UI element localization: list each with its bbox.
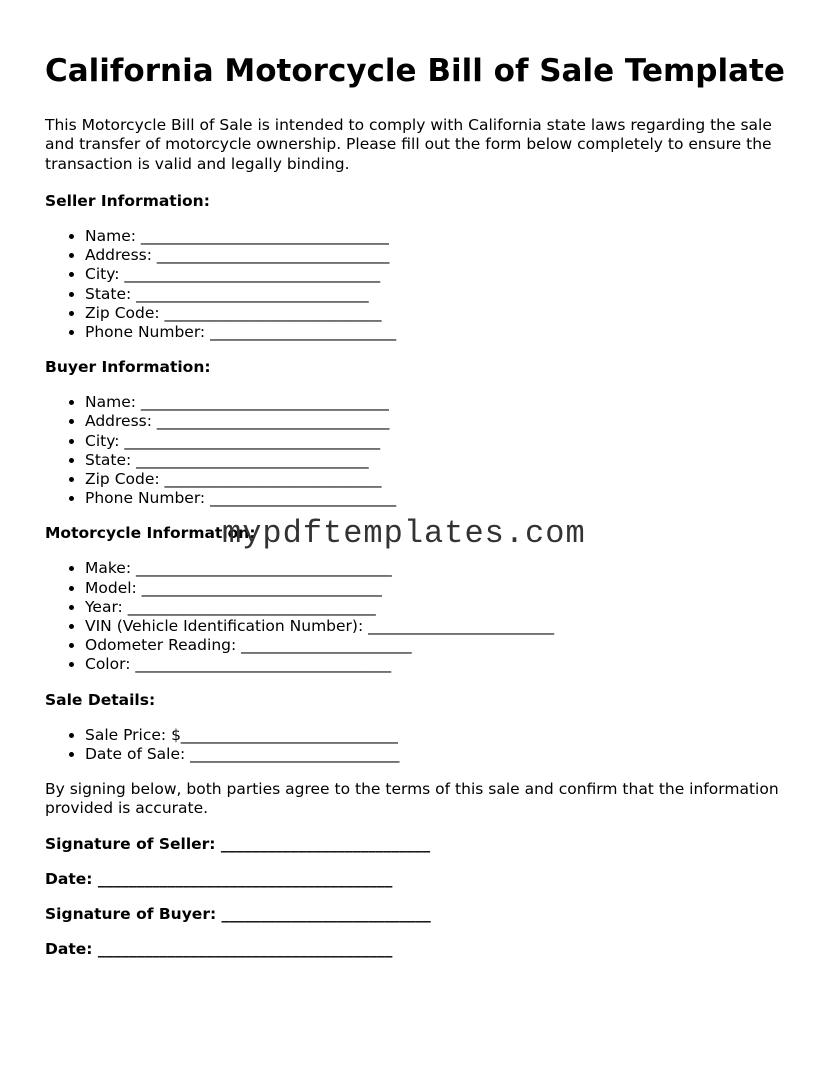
sale-field-list xyxy=(45,726,785,764)
seller-city-field: • City: _________________________________ xyxy=(85,265,785,284)
seller-zip-field: • Zip Code: ____________________________ xyxy=(85,304,785,323)
sale-heading: Sale Details: xyxy=(45,690,156,709)
seller-address-field: • Address: ______________________________ xyxy=(85,246,785,265)
sale-price-field: • Sale Price: $____________________________ xyxy=(85,726,785,745)
seller-phone-field: • Phone Number: ________________________ xyxy=(85,323,785,342)
buyer-date-line: Date: ______________________________________ xyxy=(45,939,393,958)
motorcycle-model-field: • Model: _______________________________ xyxy=(85,579,785,598)
seller-date-line: Date: ______________________________________ xyxy=(45,869,393,888)
watermark: mypdftemplates.com xyxy=(222,515,586,552)
buyer-signature-line: Signature of Buyer: ___________________________ xyxy=(45,904,431,923)
buyer-name-field: • Name: ________________________________ xyxy=(85,393,785,412)
intro-paragraph: This Motorcycle Bill of Sale is intended to comply with California state laws regarding the sale and transfer of motorcycle ownership. Please fill out the form below completely to ensure the transaction is valid and legally binding. xyxy=(45,116,772,173)
seller-heading: Seller Information: xyxy=(45,191,210,210)
sale-date-field: • Date of Sale: ___________________________ xyxy=(85,745,785,764)
seller-name-field: • Name: ________________________________ xyxy=(85,227,785,246)
closing-paragraph: By signing below, both parties agree to the terms of this sale and confirm that the information provided is accurate. xyxy=(45,779,779,818)
buyer-state-field: • State: ______________________________ xyxy=(85,451,785,470)
buyer-field-list xyxy=(45,393,785,508)
buyer-address-field: • Address: ______________________________ xyxy=(85,412,785,431)
motorcycle-field-list xyxy=(45,559,785,674)
buyer-phone-field: • Phone Number: ________________________ xyxy=(85,489,785,508)
document-page xyxy=(45,52,785,975)
seller-field-list xyxy=(45,227,785,342)
buyer-city-field: • City: _________________________________ xyxy=(85,432,785,451)
motorcycle-odometer-field: • Odometer Reading: ______________________ xyxy=(85,636,785,655)
motorcycle-heading: Motorcycle Information: xyxy=(45,524,256,543)
seller-state-field: • State: ______________________________ xyxy=(85,285,785,304)
motorcycle-vin-field: • VIN (Vehicle Identification Number): ________________________ xyxy=(85,617,785,636)
motorcycle-color-field: • Color: _________________________________ xyxy=(85,655,785,674)
seller-signature-line: Signature of Seller: ___________________________ xyxy=(45,834,431,853)
motorcycle-year-field: • Year: ________________________________ xyxy=(85,598,785,617)
motorcycle-make-field: • Make: _________________________________ xyxy=(85,559,785,578)
page-title: California Motorcycle Bill of Sale Template xyxy=(45,53,785,89)
buyer-heading: Buyer Information: xyxy=(45,358,211,377)
buyer-zip-field: • Zip Code: ____________________________ xyxy=(85,470,785,489)
